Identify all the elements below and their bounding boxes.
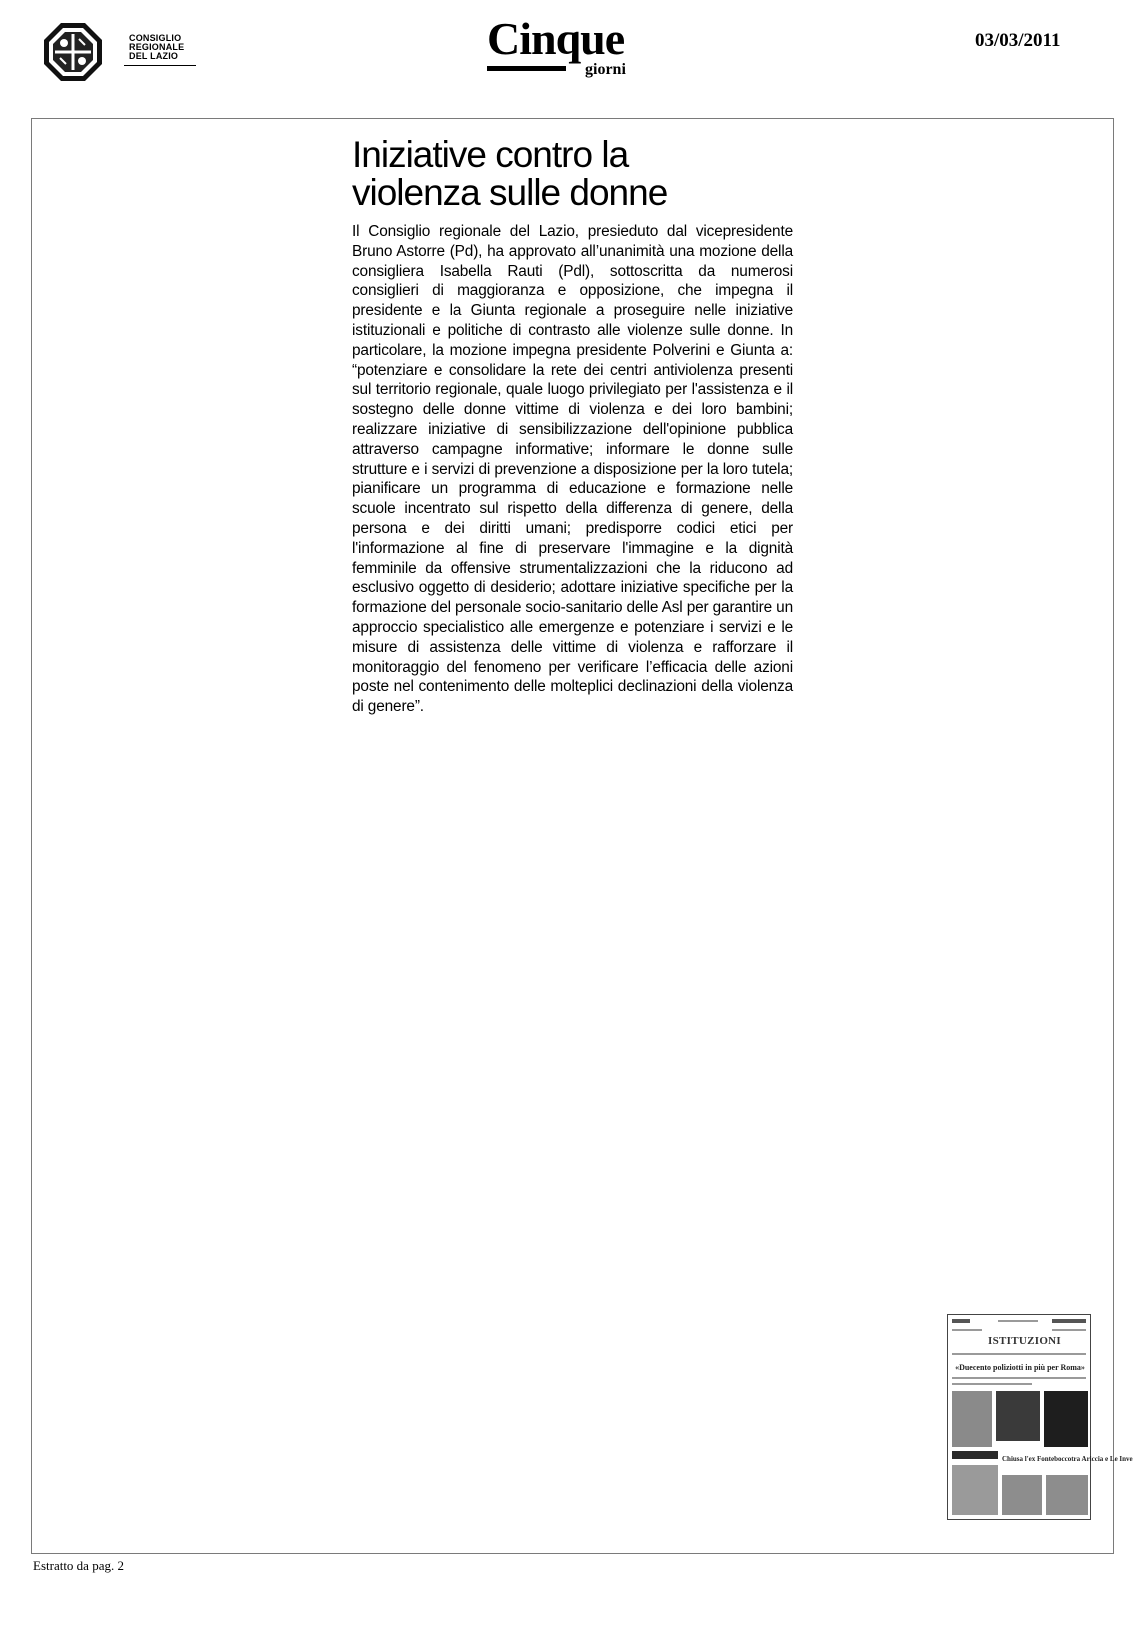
headline-line-2: violenza sulle donne bbox=[352, 172, 668, 213]
logo-text-line-2: REGIONALE bbox=[129, 42, 185, 52]
footer-source: Estratto da pag. 2 bbox=[33, 1558, 124, 1573]
publication-date: 03/03/2011 bbox=[975, 30, 1061, 51]
thumb-masthead bbox=[952, 1319, 970, 1323]
thumb-line bbox=[952, 1329, 982, 1331]
thumb-text-column bbox=[952, 1391, 992, 1447]
thumb-section-title: ISTITUZIONI bbox=[988, 1335, 1061, 1347]
thumb-block bbox=[1052, 1319, 1086, 1323]
thumb-photo bbox=[996, 1391, 1040, 1441]
page-thumbnail[interactable] bbox=[947, 1314, 1133, 1520]
logo-underline bbox=[124, 65, 196, 66]
thumb-subhead: Chiusa l'ex Fonteboccotra Ariccia e Le Inve bbox=[1002, 1455, 1133, 1463]
newspaper-masthead bbox=[487, 13, 647, 78]
thumb-ad-banner bbox=[952, 1451, 998, 1459]
thumb-line bbox=[952, 1377, 1086, 1379]
article-body: Il Consiglio regionale del Lazio, presieduto dal vicepresidente Bruno Astorre (Pd), ha approvato all’unanimità una mozione della consigliera Isabella Rauti (Pdl), sottoscritta da numerosi consiglieri di maggioranza e opposizione, che impegna il presidente e la Giunta regionale a proseguire nelle iniziative istituzionali e politiche di contrasto alle violenze sulle donne. In particolare, la mozione impegna presidente Polverini e Giunta a: “potenziare e consolidare la rete dei centri antiviolenza presenti sul territorio regionale, quale luogo privilegiato per l'assistenza e il sostegno delle donne vittime di violenza e dei loro bambini; realizzare iniziative di sensibilizzazione dell'opinione pubblica attraverso campagne informative; informare le donne sulle strutture e i servizi di prevenzione a disposizione per la loro tutela; pianificare un programma di educazione e formazione nelle scuole incentrato sul rispetto della differenza di genere, della persona e dei diritti umani; predisporre codici etici per l'informazione al fine di preservare l'immagine e la dignità femminile da offensive strumentalizzazioni che la riducono ad esclusivo oggetto di desiderio; adottare iniziative specifiche per la formazione del personale socio-sanitario delle Asl per garantire un approccio specialistico alle emergenze e potenziare i servizi e le misure di assistenza delle vittime di violenza e rafforzare il monitoraggio del fenomeno per verificare l’efficacia delle azioni poste nel contenimento delle molteplici declinazioni della violenza di genere”. bbox=[352, 223, 793, 716]
thumb-line bbox=[952, 1383, 1032, 1385]
article-headline bbox=[352, 136, 812, 212]
logo-text-line-3: DEL LAZIO bbox=[129, 51, 179, 61]
thumb-text-column bbox=[952, 1465, 998, 1515]
headline-line-1: Iniziative contro la bbox=[352, 134, 629, 175]
thumb-line bbox=[998, 1320, 1038, 1322]
thumb-text-column bbox=[1002, 1475, 1042, 1515]
masthead-bar bbox=[487, 66, 566, 71]
thumb-line bbox=[952, 1353, 1086, 1355]
logo-text bbox=[129, 34, 184, 61]
consiglio-regionale-lazio-logo-icon bbox=[43, 22, 103, 82]
masthead-title: Cinque bbox=[487, 13, 625, 64]
masthead-subtitle: giorni bbox=[585, 61, 626, 78]
thumb-headline: «Duecento poliziotti in più per Roma» bbox=[955, 1363, 1085, 1372]
logo-text-line-1: CONSIGLIO bbox=[129, 33, 182, 43]
thumb-text-column bbox=[1046, 1475, 1088, 1515]
thumb-line bbox=[1052, 1329, 1086, 1331]
thumb-dark-box bbox=[1044, 1391, 1088, 1447]
